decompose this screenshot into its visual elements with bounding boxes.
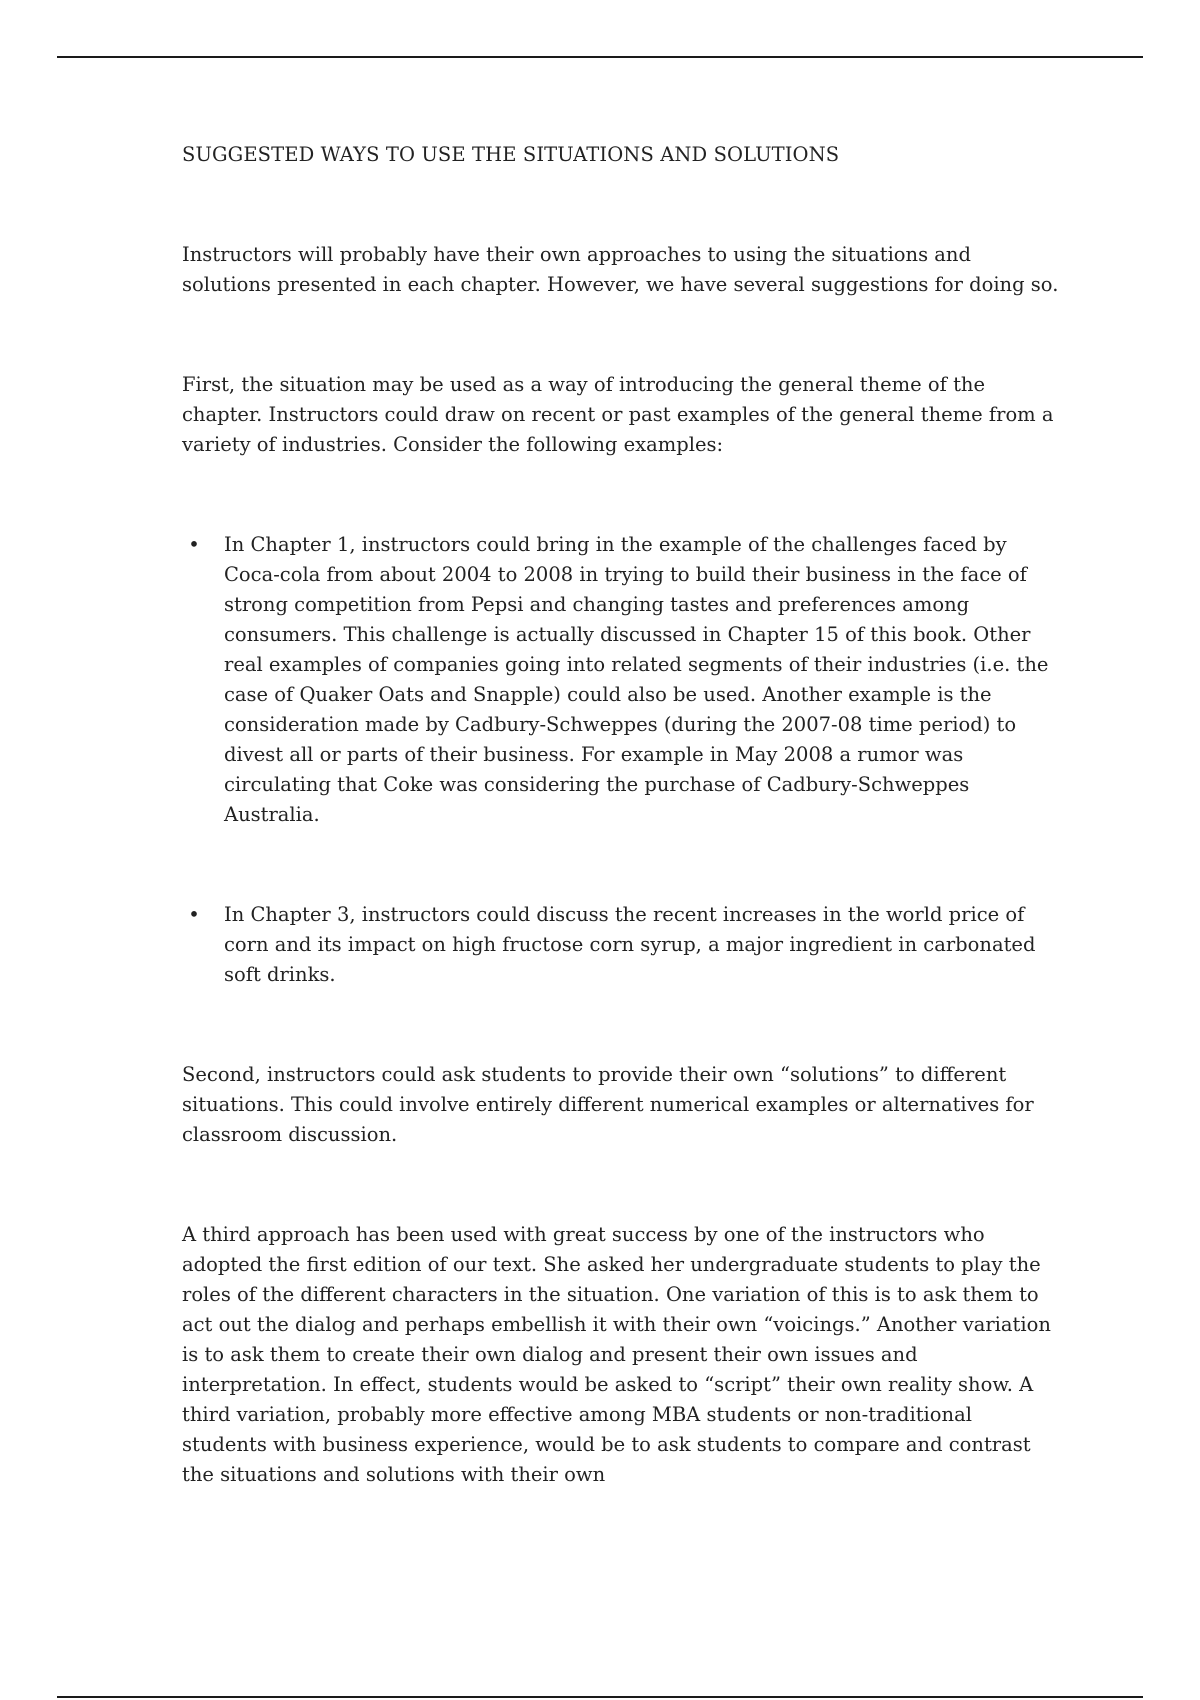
document-body [182,140,1062,1490]
list-item-text: In Chapter 3, instructors could discuss the recent increases in the world price of corn and its impact on high fructose corn syrup, a major ingredient in carbonated soft drinks. [224,903,1036,986]
third-suggestion-paragraph: A third approach has been used with great success by one of the instructors who adopted the first edition of our text. She asked her undergraduate students to play the roles of the different characters in the situation. One variation of this is to ask them to act out the dialog and perhaps embellish it with their own “voicings.” Another variation is to ask them to create their own dialog and present their own issues and interpretation. In effect, students would be asked to “script” their own reality show. A third variation, probably more effective among MBA students or non-traditional students with business experience, would be to ask students to compare and contrast the situations and solutions with their own [182,1223,1051,1486]
list-item-text: In Chapter 1, instructors could bring in the example of the challenges faced by Coca-cola from about 2004 to 2008 in trying to build their business in the face of strong competition from Pepsi and changing tastes and preferences among consumers. This challenge is actually discussed in Chapter 15 of this book. Other real examples of companies going into related segments of their industries (i.e. the case of Quaker Oats and Snapple) could also be used. Another example is the consideration made by Cadbury-Schweppes (during the 2007-08 time period) to divest all or parts of their business. For example in May 2008 a rumor was circulating that Coke was considering the purchase of Cadbury-Schweppes Australia. [224,533,1049,826]
top-rule [57,56,1143,58]
examples-list [182,530,1062,990]
bullet-icon: • [188,533,200,556]
bullet-icon: • [188,903,200,926]
first-suggestion-paragraph: First, the situation may be used as a way of introducing the general theme of the chapter. Instructors could draw on recent or past examples of the general theme from a variety of industries. Consider the following examples: [182,373,1054,456]
list-item [182,530,1062,830]
document-heading: SUGGESTED WAYS TO USE THE SITUATIONS AND SOLUTIONS [182,143,840,166]
list-item [182,900,1062,990]
second-suggestion-paragraph: Second, instructors could ask students to provide their own “solutions” to different situations. This could involve entirely different numerical examples or alternatives for classroom discussion. [182,1063,1034,1146]
intro-paragraph: Instructors will probably have their own approaches to using the situations and solutions presented in each chapter. However, we have several suggestions for doing so. [182,243,1059,296]
bottom-rule [57,1696,1143,1698]
